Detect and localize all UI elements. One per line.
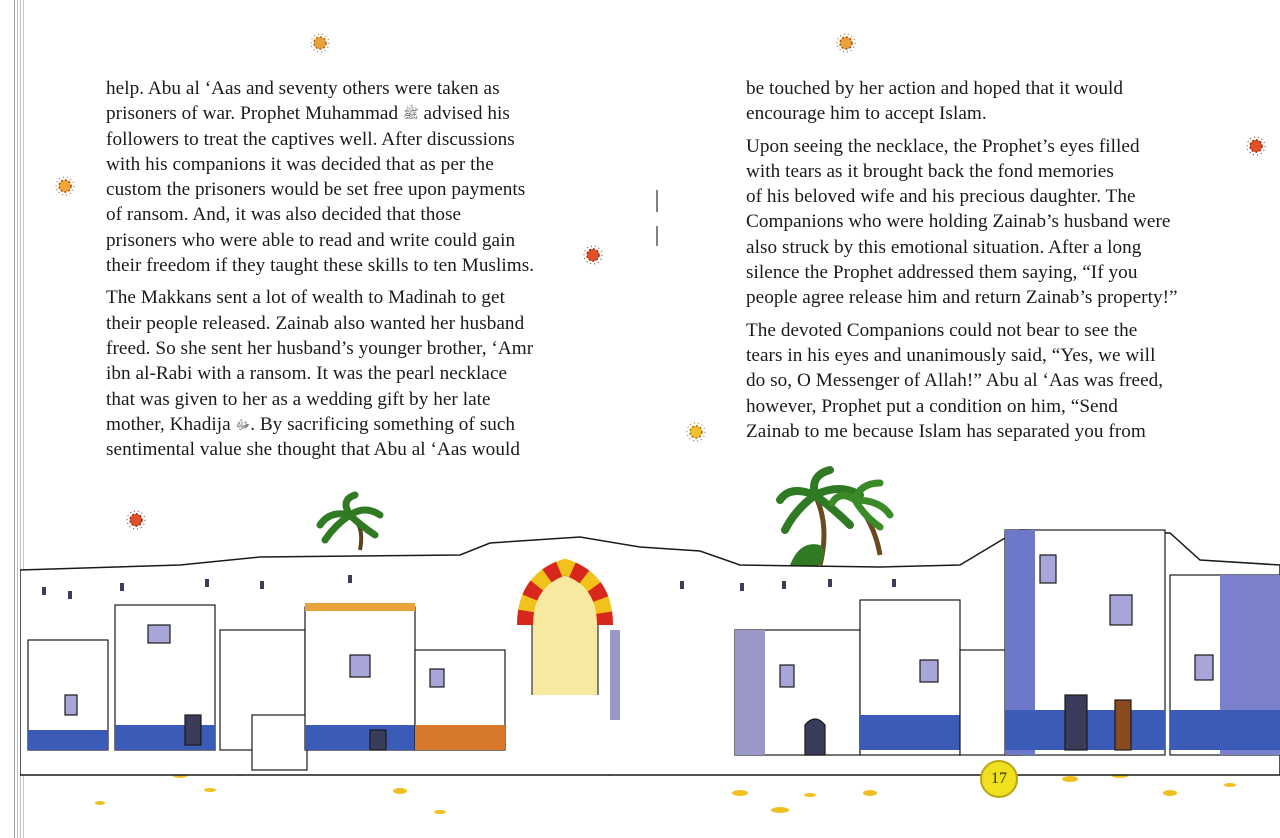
text-line: Zainab to me because Islam has separated you from (746, 420, 1146, 442)
town-illustration (20, 455, 1280, 838)
text-line: with his companions it was decided that as per the (106, 153, 494, 175)
sun-star-icon (582, 244, 604, 266)
text-line: The devoted Companions could not bear to see the (746, 319, 1138, 341)
page-number-badge: 17 (980, 760, 1018, 798)
honorific-symbol: ﷻ (235, 416, 251, 432)
palm-tree (320, 495, 380, 550)
text-line: do so, O Messenger of Allah!” Abu al ‘Aas was freed, (746, 370, 1164, 392)
text-line: that was given to her as a wedding gift by her late (106, 388, 491, 410)
text-line: of ransom. And, it was also decided that those (106, 204, 462, 226)
text-line: also struck by this emotional situation. After a long (746, 236, 1142, 258)
palm-tree (780, 470, 890, 570)
text-segment: advised his (423, 103, 510, 125)
honorific-symbol: ﷺ (403, 106, 419, 122)
text-segment: . By sacrificing something of such (250, 413, 516, 435)
text-line: prisoners who were able to read and write could gain (106, 229, 516, 251)
text-line: custom the prisoners would be set free upon payments (106, 179, 526, 201)
text-line: Companions who were holding Zainab’s husband were (746, 211, 1171, 233)
binding-stitch (655, 190, 659, 250)
sun-star-icon (54, 175, 76, 197)
text-line (106, 412, 556, 437)
text-line: help. Abu al ‘Aas and seventy others were taken as (106, 78, 500, 99)
sun-star-icon (1245, 135, 1267, 157)
text-segment: mother, Khadija (106, 413, 231, 435)
right-text-column (746, 76, 1216, 451)
text-line (106, 101, 556, 126)
text-line: of his beloved wife and his precious daughter. The (746, 186, 1136, 208)
text-line: freed. So she sent her husband’s younger brother, ‘Amr (106, 337, 534, 359)
text-line: followers to treat the captives well. After discussions (106, 128, 515, 150)
text-line: tears in his eyes and unanimously said, “Yes, we will (746, 344, 1156, 366)
text-line: people agree release him and return Zainab’s property!” (746, 287, 1178, 309)
text-line: The Makkans sent a lot of wealth to Madinah to get (106, 287, 505, 309)
text-line: however, Prophet put a condition on him, “Send (746, 395, 1118, 417)
text-line: encourage him to accept Islam. (746, 103, 987, 125)
sun-star-icon (309, 32, 331, 54)
text-line: their freedom if they taught these skills to ten Muslims. (106, 255, 535, 277)
text-line: silence the Prophet addressed them saying, “If you (746, 262, 1138, 284)
text-segment: prisoners of war. Prophet Muhammad (106, 103, 399, 125)
sun-star-icon (685, 421, 707, 443)
text-line: Upon seeing the necklace, the Prophet’s eyes filled (746, 135, 1140, 157)
sun-star-icon (835, 32, 857, 54)
left-text-column (106, 76, 556, 469)
text-line: be touched by her action and hoped that it would (746, 78, 1123, 99)
text-line: their people released. Zainab also wanted her husband (106, 312, 525, 334)
text-line: with tears as it brought back the fond memories (746, 160, 1114, 182)
text-line: ibn al-Rabi with a ransom. It was the pearl necklace (106, 363, 508, 385)
text-line: sentimental value she thought that Abu al ‘Aas would (106, 439, 520, 461)
